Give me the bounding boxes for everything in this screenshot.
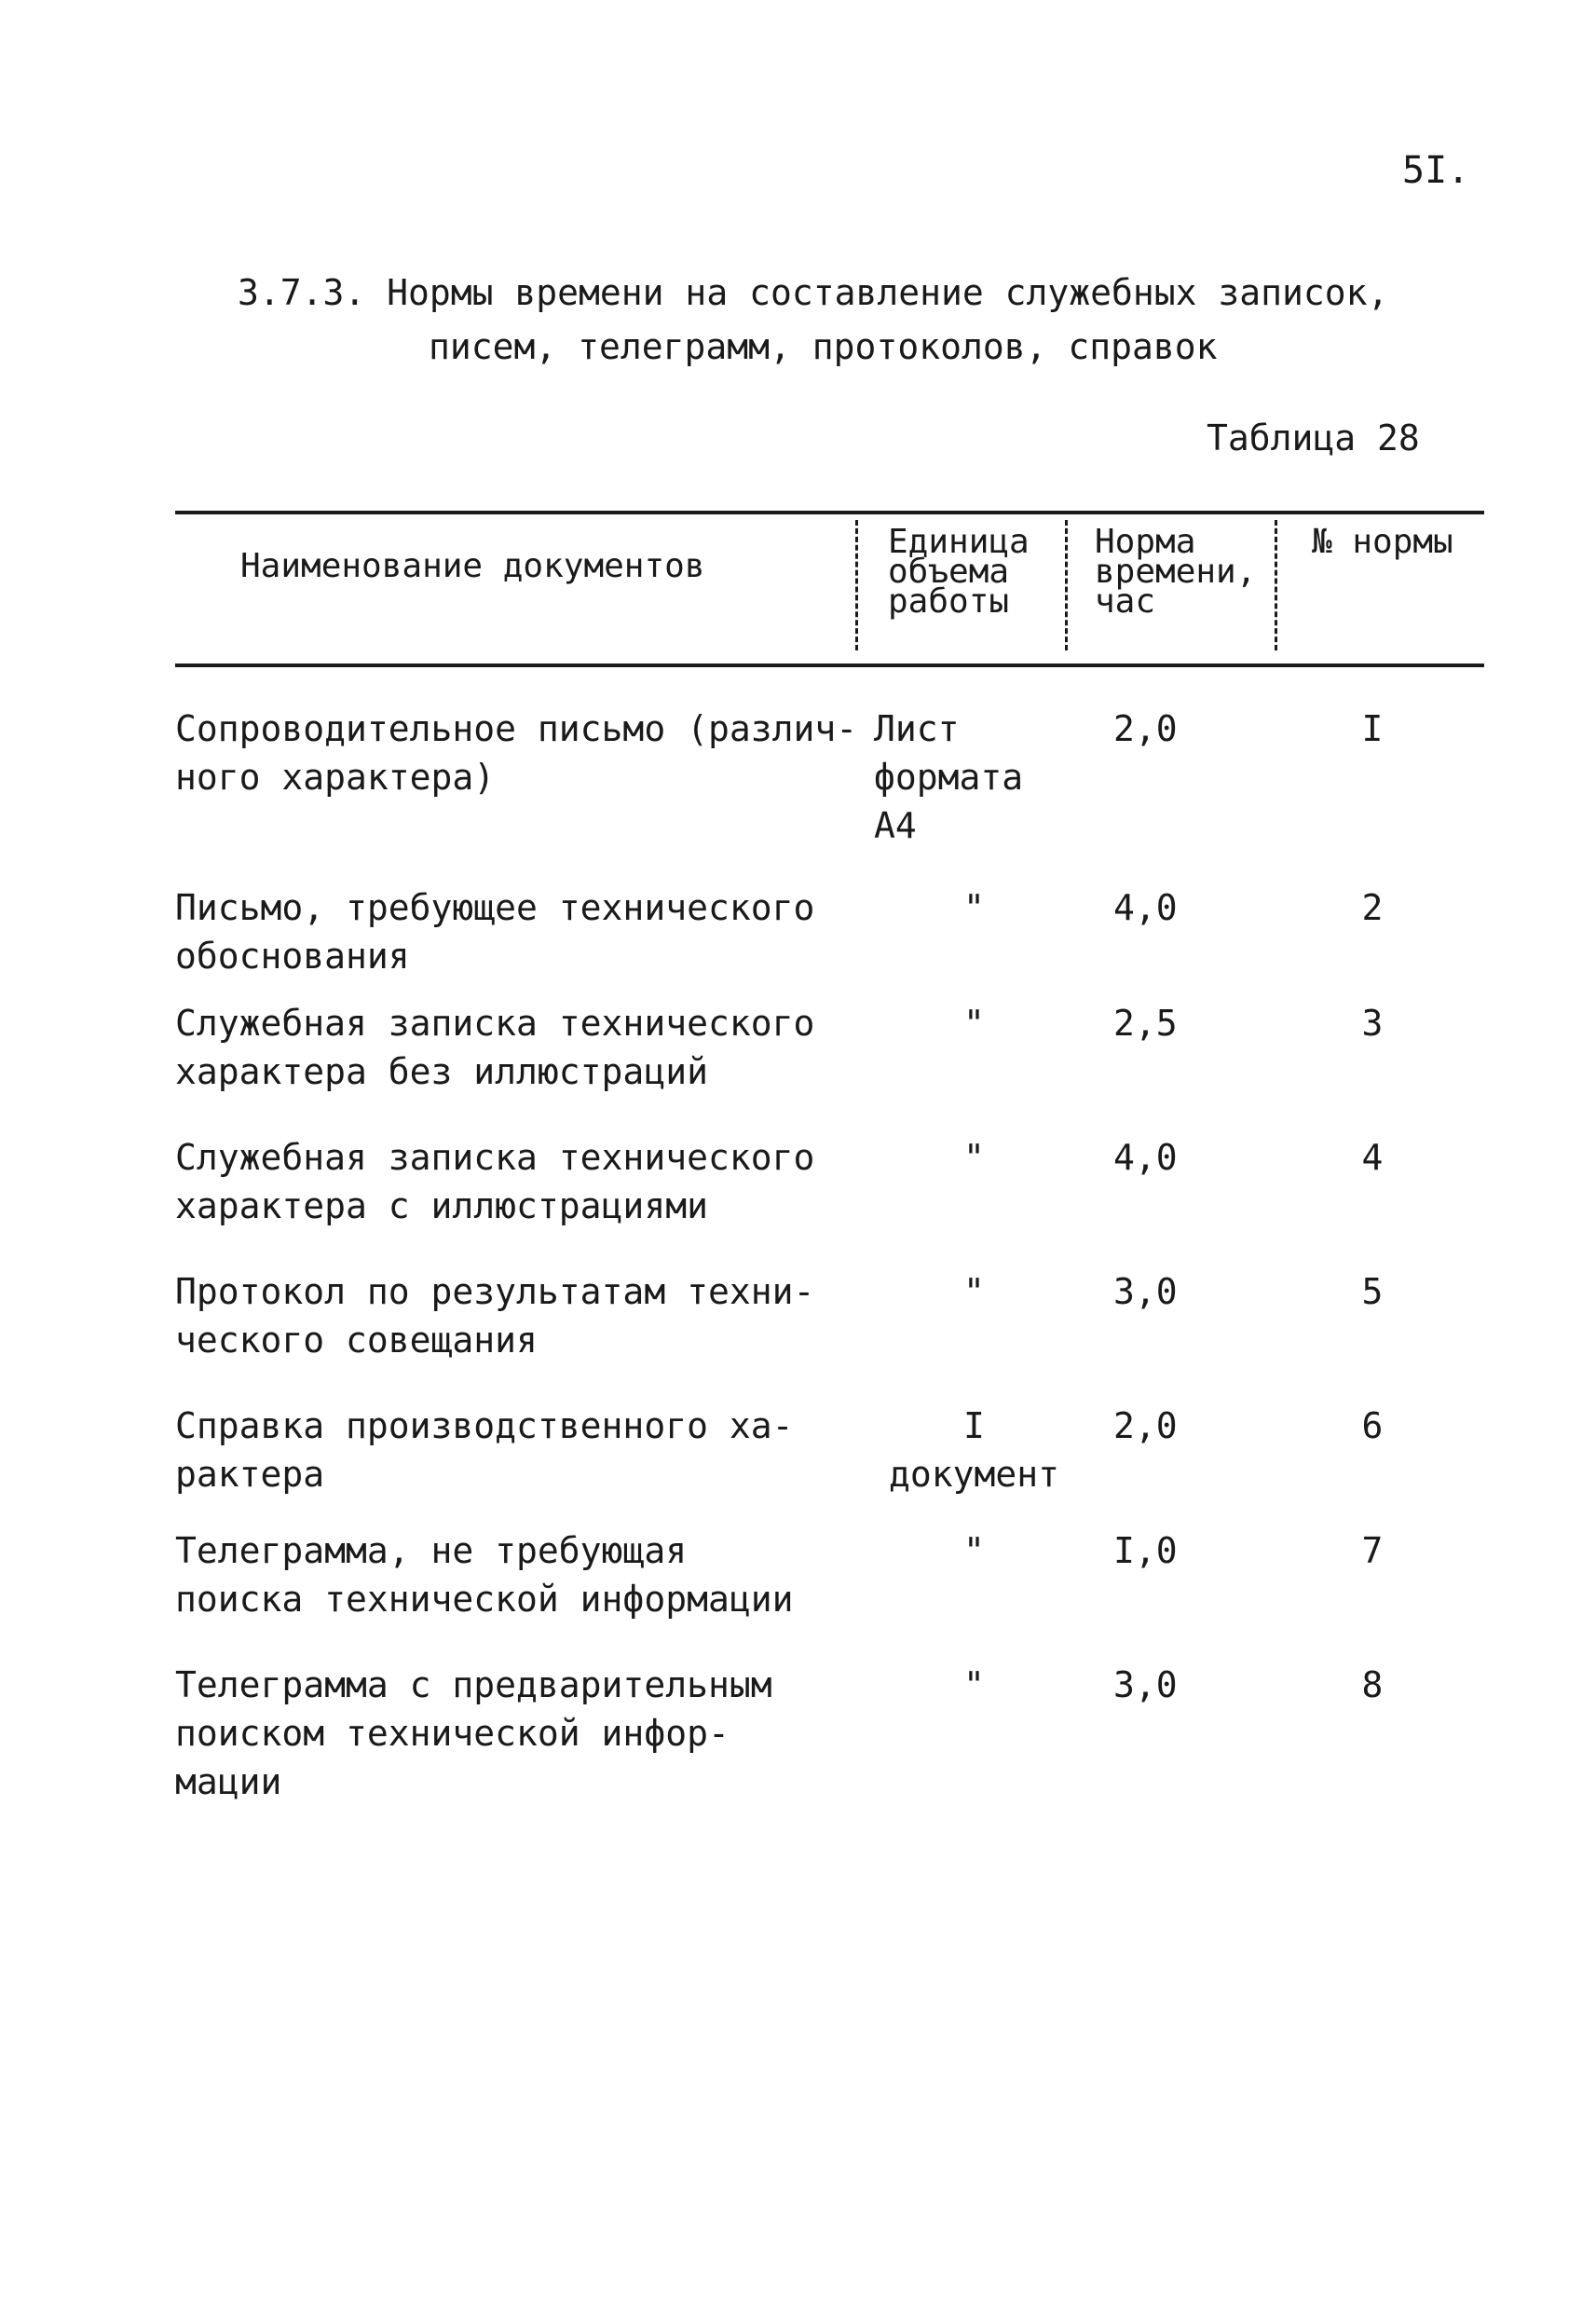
row-number: 8: [1361, 1664, 1384, 1705]
row-name: [175, 1402, 874, 1498]
row-name-line: характера с иллюстрациями: [175, 1185, 708, 1226]
header-unit-line: объема: [888, 553, 1010, 591]
row-number: 6: [1361, 1405, 1384, 1446]
row-name-line: поиска технической информации: [175, 1579, 794, 1620]
header-norm: [1095, 523, 1257, 621]
row-unit: [874, 1133, 1074, 1182]
row-name: [175, 705, 874, 801]
row-number: I: [1361, 708, 1384, 749]
row-name-line: Протокол по результатам техни-: [175, 1271, 815, 1312]
table-row: [175, 1402, 1484, 1498]
row-norm: 2,5: [1113, 1003, 1178, 1044]
norms-table: [175, 511, 1484, 1806]
row-unit: [874, 1267, 1074, 1316]
row-name-line: Служебная записка технического: [175, 1003, 815, 1044]
row-norm: 2,0: [1113, 708, 1178, 749]
row-name-line: Телеграмма с предварительным: [175, 1664, 772, 1705]
row-norm: 3,0: [1113, 1664, 1178, 1705]
header-unit-line: работы: [888, 582, 1010, 621]
header-name: Наименование документов: [240, 547, 705, 585]
header-divider: [855, 520, 858, 650]
row-norm: 4,0: [1113, 1137, 1178, 1178]
row-number: 3: [1361, 1003, 1384, 1044]
row-name-line: Телеграмма, не требующая: [175, 1530, 688, 1571]
header-number: № нормы: [1312, 523, 1453, 561]
row-unit-line: Лист: [874, 708, 960, 749]
row-norm: I,0: [1113, 1530, 1178, 1571]
header-unit: [888, 523, 1030, 621]
row-unit-line: формата: [874, 757, 1024, 798]
row-name-line: характера без иллюстраций: [175, 1051, 708, 1092]
section-title-line2: писем, телеграмм, протоколов, справок: [429, 326, 1218, 367]
row-name-line: обоснования: [175, 936, 410, 977]
table-row: [175, 1526, 1484, 1623]
row-number: 2: [1361, 887, 1384, 928]
row-unit: [874, 883, 1074, 932]
section-title: [238, 266, 1449, 374]
row-name-line: Сопроводительное письмо (различ-: [175, 708, 858, 749]
page-number: 5I.: [1402, 149, 1470, 192]
row-norm: 2,0: [1113, 1405, 1178, 1446]
row-name-line: Служебная записка технического: [175, 1137, 815, 1178]
table-caption: Таблица 28: [1207, 417, 1420, 458]
table-row: [175, 1267, 1484, 1364]
row-name: [175, 1526, 874, 1623]
row-unit-line: ": [963, 1664, 985, 1705]
row-name-line: ного характера): [175, 757, 496, 798]
row-name-line: ческого совещания: [175, 1320, 538, 1361]
table-row: [175, 1661, 1484, 1806]
row-name-line: Справка производственного ха-: [175, 1405, 794, 1446]
row-unit-line: А4: [874, 805, 917, 846]
row-name-line: Письмо, требующее технического: [175, 887, 815, 928]
header-norm-line: времени,: [1095, 553, 1257, 591]
row-norm: 4,0: [1113, 887, 1178, 928]
header-unit-line: Единица: [888, 523, 1030, 561]
header-norm-line: час: [1095, 582, 1156, 621]
row-unit-line: ": [963, 1530, 985, 1571]
header-norm-line: Норма: [1095, 523, 1196, 561]
row-norm: 3,0: [1113, 1271, 1178, 1312]
header-divider: [1065, 520, 1068, 650]
table-header: [175, 511, 1484, 667]
row-name: [175, 999, 874, 1096]
table-row: [175, 705, 1484, 850]
row-name-line: мации: [175, 1761, 282, 1802]
row-unit: [874, 1526, 1074, 1575]
row-unit: [874, 1661, 1074, 1709]
row-unit-line: документ: [888, 1454, 1060, 1495]
row-name: [175, 883, 874, 980]
row-name: [175, 1267, 874, 1364]
row-unit-line: ": [963, 1003, 985, 1044]
row-unit: [874, 705, 1074, 850]
row-unit-line: I: [963, 1405, 985, 1446]
row-unit: [874, 1402, 1074, 1498]
row-number: 4: [1361, 1137, 1384, 1178]
table-row: [175, 883, 1484, 980]
header-divider: [1275, 520, 1277, 650]
row-unit-line: ": [963, 1271, 985, 1312]
table-row: [175, 999, 1484, 1096]
row-name: [175, 1661, 874, 1806]
row-number: 7: [1361, 1530, 1384, 1571]
row-unit-line: ": [963, 887, 985, 928]
row-unit: [874, 999, 1074, 1047]
row-unit-line: ": [963, 1137, 985, 1178]
row-number: 5: [1361, 1271, 1384, 1312]
row-name-line: рактера: [175, 1454, 325, 1495]
table-row: [175, 1133, 1484, 1230]
section-title-line1: 3.7.3. Нормы времени на составление служебных записок,: [238, 272, 1389, 313]
row-name: [175, 1133, 874, 1230]
row-name-line: поиском технической инфор-: [175, 1713, 730, 1754]
